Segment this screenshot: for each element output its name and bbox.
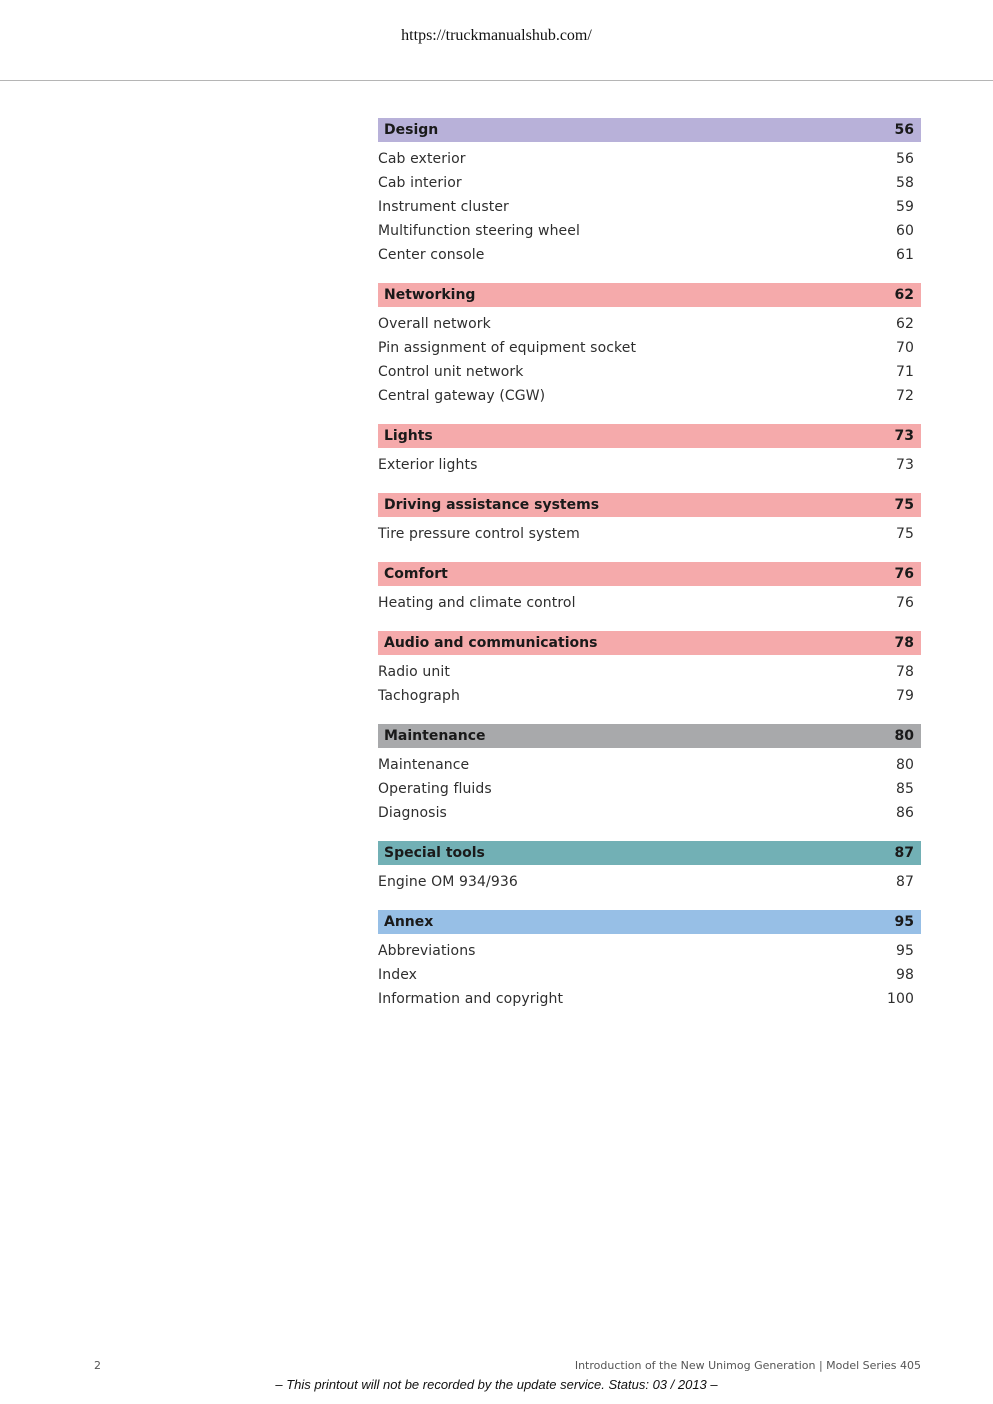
toc-section — [378, 631, 921, 708]
entry-page: 80 — [895, 757, 914, 773]
entry-label: Information and copyright — [378, 991, 564, 1007]
toc-entry[interactable] — [378, 336, 921, 360]
entry-page: 98 — [895, 967, 914, 983]
entry-page: 70 — [895, 340, 914, 356]
section-page: 80 — [894, 728, 914, 744]
entry-page: 100 — [886, 991, 914, 1007]
entry-page: 62 — [895, 316, 914, 332]
entry-label: Tachograph — [378, 688, 460, 704]
section-header[interactable] — [378, 724, 921, 748]
entry-page: 59 — [895, 199, 914, 215]
toc-entry[interactable] — [378, 870, 921, 894]
entry-page: 56 — [895, 151, 914, 167]
section-page: 73 — [894, 428, 914, 444]
entry-page: 71 — [895, 364, 914, 380]
toc-entry[interactable] — [378, 963, 921, 987]
toc-section — [378, 283, 921, 408]
toc-entry[interactable] — [378, 243, 921, 267]
entry-label: Cab interior — [378, 175, 462, 191]
section-page: 75 — [894, 497, 914, 513]
entry-label: Cab exterior — [378, 151, 466, 167]
section-title: Lights — [384, 428, 433, 444]
entry-page: 79 — [895, 688, 914, 704]
section-header[interactable] — [378, 562, 921, 586]
section-page: 78 — [894, 635, 914, 651]
entry-label: Center console — [378, 247, 485, 263]
section-title: Design — [384, 122, 439, 138]
toc-section — [378, 724, 921, 825]
section-header[interactable] — [378, 424, 921, 448]
entry-label: Diagnosis — [378, 805, 447, 821]
table-of-contents — [378, 118, 921, 1027]
update-service-note: – This printout will not be recorded by the update service. Status: 03 / 2013 – — [275, 1377, 718, 1392]
entry-label: Exterior lights — [378, 457, 478, 473]
entry-label: Tire pressure control system — [378, 526, 580, 542]
entry-page: 61 — [895, 247, 914, 263]
section-page: 62 — [894, 287, 914, 303]
toc-entry[interactable] — [378, 171, 921, 195]
toc-entry[interactable] — [378, 219, 921, 243]
source-url[interactable]: https://truckmanualshub.com/ — [401, 27, 592, 44]
section-page: 76 — [894, 566, 914, 582]
section-header[interactable] — [378, 910, 921, 934]
entry-label: Maintenance — [378, 757, 470, 773]
entry-page: 75 — [895, 526, 914, 542]
toc-entry[interactable] — [378, 684, 921, 708]
toc-entry[interactable] — [378, 360, 921, 384]
section-title: Networking — [384, 287, 476, 303]
toc-entry[interactable] — [378, 939, 921, 963]
header-divider — [0, 80, 993, 81]
section-title: Annex — [384, 914, 434, 930]
section-title: Audio and communications — [384, 635, 598, 651]
section-page: 56 — [894, 122, 914, 138]
entry-label: Engine OM 934/936 — [378, 874, 518, 890]
entry-page: 58 — [895, 175, 914, 191]
toc-entry[interactable] — [378, 384, 921, 408]
toc-entry[interactable] — [378, 453, 921, 477]
entry-label: Multifunction steering wheel — [378, 223, 580, 239]
entry-page: 86 — [895, 805, 914, 821]
entry-page: 60 — [895, 223, 914, 239]
toc-section — [378, 118, 921, 267]
document-title: Introduction of the New Unimog Generation | Model Series 405 — [574, 1359, 921, 1372]
section-page: 95 — [894, 914, 914, 930]
toc-section — [378, 562, 921, 615]
toc-entry[interactable] — [378, 801, 921, 825]
toc-entry[interactable] — [378, 195, 921, 219]
section-header[interactable] — [378, 841, 921, 865]
entry-label: Heating and climate control — [378, 595, 576, 611]
entry-label: Operating fluids — [378, 781, 492, 797]
entry-label: Central gateway (CGW) — [378, 388, 546, 404]
entry-page: 72 — [895, 388, 914, 404]
section-header[interactable] — [378, 631, 921, 655]
entry-page: 87 — [895, 874, 914, 890]
entry-page: 95 — [895, 943, 914, 959]
toc-entry[interactable] — [378, 753, 921, 777]
entry-page: 78 — [895, 664, 914, 680]
entry-label: Control unit network — [378, 364, 524, 380]
section-header[interactable] — [378, 118, 921, 142]
toc-entry[interactable] — [378, 522, 921, 546]
section-title: Special tools — [384, 845, 485, 861]
toc-entry[interactable] — [378, 660, 921, 684]
toc-entry[interactable] — [378, 312, 921, 336]
entry-page: 73 — [895, 457, 914, 473]
entry-label: Instrument cluster — [378, 199, 509, 215]
entry-page: 76 — [895, 595, 914, 611]
entry-label: Radio unit — [378, 664, 450, 680]
entry-label: Index — [378, 967, 418, 983]
entry-page: 85 — [895, 781, 914, 797]
toc-entry[interactable] — [378, 147, 921, 171]
toc-section — [378, 424, 921, 477]
entry-label: Overall network — [378, 316, 491, 332]
section-title: Driving assistance systems — [384, 497, 600, 513]
toc-entry[interactable] — [378, 591, 921, 615]
page-number: 2 — [94, 1359, 101, 1372]
toc-entry[interactable] — [378, 777, 921, 801]
toc-section — [378, 910, 921, 1011]
toc-section — [378, 493, 921, 546]
entry-label: Abbreviations — [378, 943, 476, 959]
section-title: Maintenance — [384, 728, 486, 744]
section-title: Comfort — [384, 566, 448, 582]
toc-section — [378, 841, 921, 894]
section-header[interactable] — [378, 493, 921, 517]
section-header[interactable] — [378, 283, 921, 307]
section-page: 87 — [894, 845, 914, 861]
entry-label: Pin assignment of equipment socket — [378, 340, 637, 356]
toc-entry[interactable] — [378, 987, 921, 1011]
